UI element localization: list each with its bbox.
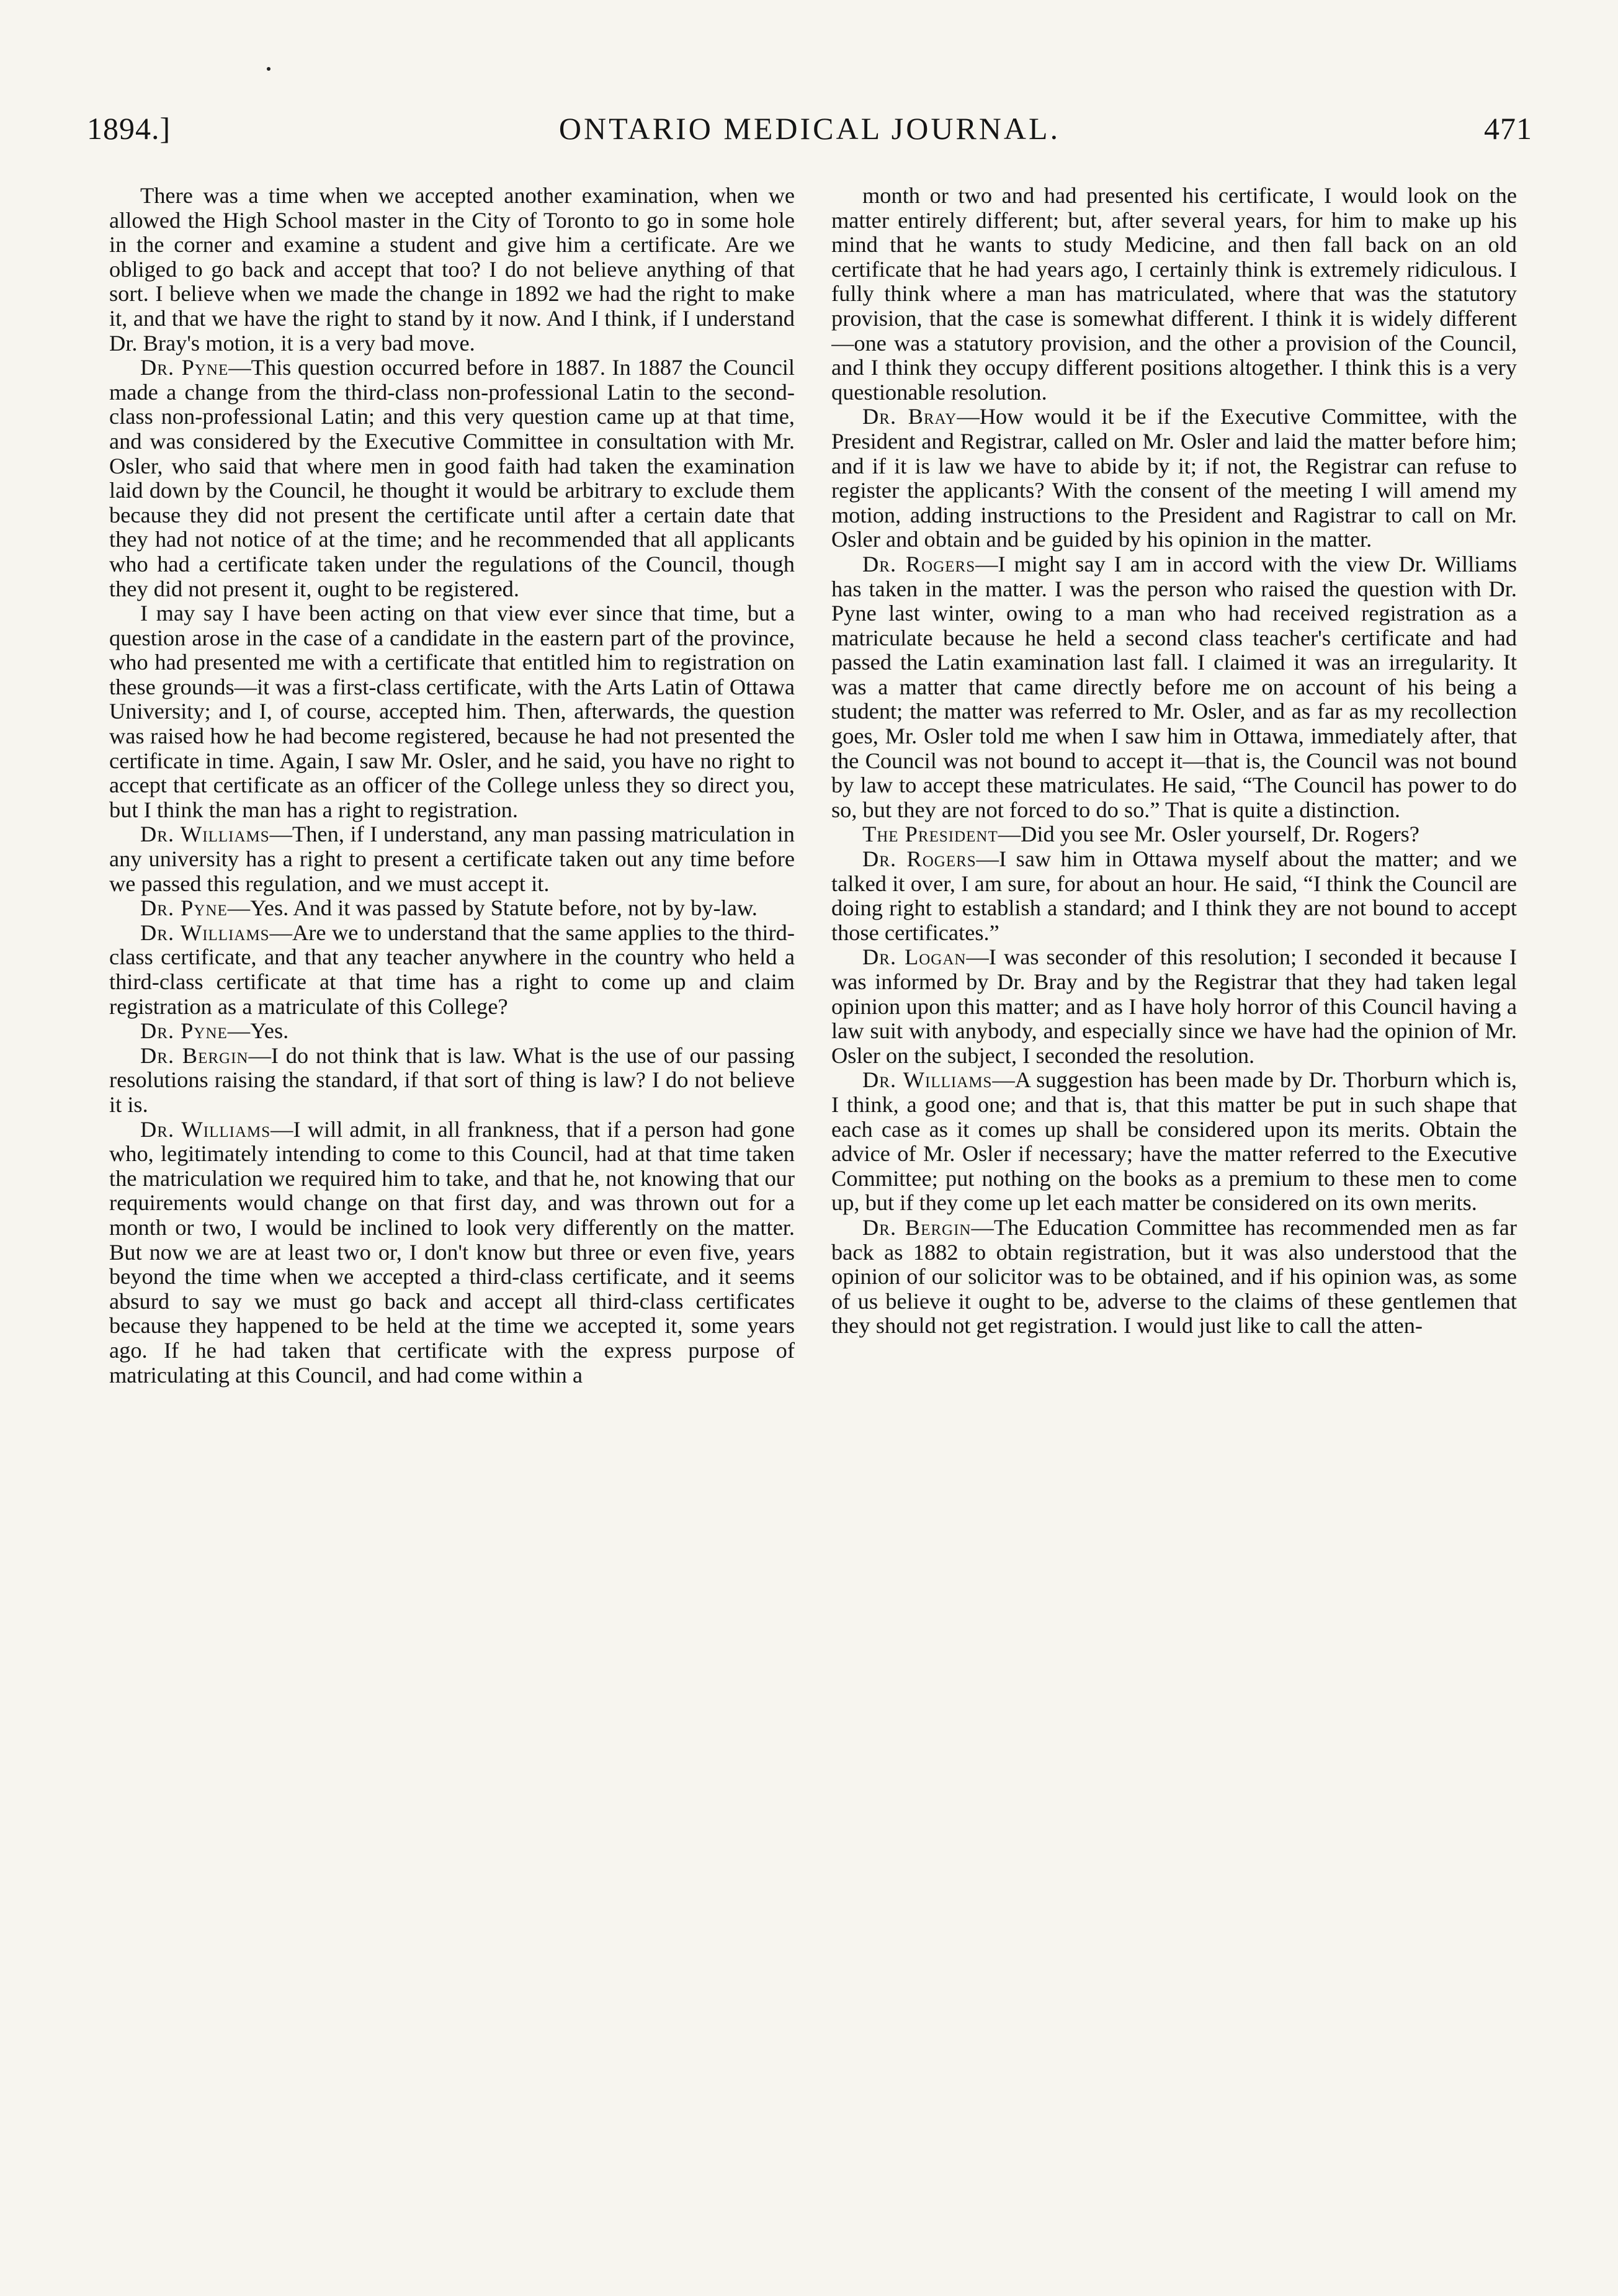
paragraph [109, 921, 795, 1019]
speaker-name: The President [862, 822, 998, 847]
paragraph [831, 945, 1517, 1068]
paragraph [831, 1068, 1517, 1216]
speaker-name: Dr. Williams [140, 920, 270, 945]
paragraph [109, 184, 795, 356]
left-column [109, 184, 795, 2231]
paragraph-text: —I might say I am in accord with the view Dr. Williams has taken in the matter. I was the person who raised the question with Dr. Pyne last winter, owing to a man who had received registration as a matriculate because he held a second class teacher's certificate and had passed the Latin examination last fall. I claimed it was an irregularity. It was a matter that came directly before me on account of his being a student; the matter was referred to Mr. Osler, and as far as my recollection goes, Mr. Osler told me when I saw him in Ottawa, immediately after, that the Council was not bound to accept it—that is, the Council was not bound by law to accept these matriculates. He said, “The Council has power to do so, but they are not forced to do so.” That is quite a distinction. [831, 551, 1517, 822]
running-header [87, 110, 1532, 166]
paragraph [831, 184, 1517, 405]
paragraph [109, 1019, 795, 1044]
paragraph-text: —A suggestion has been made by Dr. Thorburn which is, I think, a good one; and that is, that this matter be put in such shape that each case as it comes up shall be considered upon its merits. Obtain the advice of Mr. Osler if necessary; have the matter referred to the Executive Committee; put nothing on the books as a premium to these men to come up, but if they come up let each matter be considered on its own merits. [831, 1067, 1517, 1216]
paragraph [109, 896, 795, 921]
speaker-name: Dr. Pyne [140, 1018, 228, 1044]
speaker-name: Dr. Rogers [862, 846, 977, 872]
paragraph [109, 822, 795, 896]
print-speck [267, 67, 270, 71]
paragraph [831, 847, 1517, 945]
paragraph-text: —The Education Committee has recommended men as far back as 1882 to obtain registration, but it was also understood that the opinion of our solicitor was to be obtained, and if his opinion was, as some of us believe it ought to be, adverse to the claims of these gentlemen that they should not get registration. I would just like to call the atten- [831, 1214, 1517, 1339]
paragraph-text: —Are we to understand that the same applies to the third-class certificate, and that any teacher anywhere in the country who held a third-class certificate at that time has a right to come up and claim registration as a matriculate of this College? [109, 920, 795, 1019]
header-year: 1894.] [87, 111, 171, 146]
speaker-name: Dr. Bergin [862, 1214, 972, 1240]
paragraph-text: I may say I have been acting on that view ever since that time, but a question arose in the case of a candidate in the eastern part of the province, who had presented me with a certificate that entitled him to registration on these grounds—it was a first-class certificate, with the Arts Latin of Ottawa University; and I, of course, accepted him. Then, afterwards, the question was raised how he had become registered, because he had not presented the certificate in time. Again, I saw Mr. Osler, and he said, you have no right to accept that certificate as an officer of the College unless they so direct you, but I think the man has a right to registration. [109, 601, 795, 822]
paragraph [831, 405, 1517, 552]
speaker-name: Dr. Pyne [140, 895, 228, 921]
speaker-name: Dr. Pyne [140, 355, 229, 380]
paragraph-text: —Yes. [227, 1018, 289, 1044]
paragraph [109, 1044, 795, 1118]
speaker-name: Dr. Williams [862, 1067, 993, 1093]
speaker-name: Dr. Rogers [862, 551, 976, 576]
paragraph-text: —I was seconder of this resolution; I seconded it because I was informed by Dr. Bray and by the Registrar that they had taken legal opinion upon this matter; and as I have holy horror of this Council having a law suit with anybody, and especially since we have had the opinion of Mr. Osler on the subject, I seconded the resolution. [831, 944, 1517, 1068]
speaker-name: Dr. Williams [140, 1116, 271, 1142]
paragraph-text: —This question occurred before in 1887. In 1887 the Council made a change from the third-class non-professional Latin to the second-class non-professional Latin; and this very question came up at that time, and was considered by the Executive Committee in consultation with Mr. Osler, who said that where men in good faith had taken the examination laid down by the Council, he thought it would be arbitrary to exclude them because they did not present the certificate until after a certain date that they had not notice of at the time; and he recommended that all applicants who had a certificate taken under the regulations of the Council, though they did not present it, ought to be registered. [109, 355, 795, 601]
paragraph-text: There was a time when we accepted another examination, when we allowed the High School master in the City of Toronto to go in some hole in the corner and examine a student and give him a certificate. Are we obliged to go back and accept that too? I do not believe anything of that sort. I believe when we made the change in 1892 we had the right to make it, and that we have the right to stand by it now. And I think, if I understand Dr. Bray's motion, it is a very bad move. [109, 184, 795, 356]
paragraph [831, 552, 1517, 823]
paragraph-text: month or two and had presented his certificate, I would look on the matter entirely different; but, after several years, for him to make up his mind that he wants to study Medicine, and then fall back on an old certificate that he had years ago, I certainly think is extremely ridiculous. I fully think where a man has matriculated, where that was the statutory provision, that the case is somewhat different. I think it is widely different—one was a statutory provision, and the other a provision of the Council, and I think they occupy different positions altogether. I think this is a very questionable resolution. [831, 184, 1517, 405]
right-column [831, 184, 1517, 2231]
paragraph [831, 822, 1517, 847]
speaker-name: Dr. Williams [140, 822, 270, 847]
paragraph [109, 601, 795, 822]
page-number: 471 [1484, 111, 1532, 146]
paragraph [109, 1118, 795, 1388]
speaker-name: Dr. Logan [862, 944, 967, 970]
speaker-name: Dr. Bergin [140, 1043, 249, 1068]
paragraph-text: —I saw him in Ottawa myself about the matter; and we talked it over, I am sure, for about an hour. He said, “I think the Council are doing right to establish a standard; and I think they are not bound to accept those certificates.” [831, 846, 1517, 945]
journal-title: ONTARIO MEDICAL JOURNAL. [558, 111, 1061, 146]
paragraph-text: —Did you see Mr. Osler yourself, Dr. Rogers? [998, 822, 1419, 847]
paragraph-text: —Then, if I understand, any man passing matriculation in any university has a right to present a certificate taken out any time before we passed this regulation, and we must accept it. [109, 822, 795, 896]
paragraph [831, 1216, 1517, 1339]
paragraph-text: —I will admit, in all frankness, that if a person had gone who, legitimately intending to come to this Council, had at that time taken the matriculation we required him to take, and that he, not knowing that our requirements would change on that first day, and was thrown out for a month or two, I would be inclined to look very differently on the matter. But now we are at least two or, I don't know but three or even five, years beyond the time when we accepted a third-class certificate, and it seems absurd to say we must go back and accept all third-class certificates because they happened to be held at the time we accepted it, some years ago. If he had taken that certificate with the express purpose of matriculating at this Council, and had come within a [109, 1116, 795, 1388]
paragraph-text: —I do not think that is law. What is the use of our passing resolutions raising the standard, if that sort of thing is law? I do not believe it is. [109, 1043, 795, 1117]
speaker-name: Dr. Bray [862, 404, 957, 429]
paragraph-text: —How would it be if the Executive Committee, with the President and Registrar, called on Mr. Osler and laid the matter before him; and if it is law we have to abide by it; if not, the Registrar can refuse to register the applicants? With the consent of the meeting I will amend my motion, adding instructions to the President and Ragistrar to call on Mr. Osler and obtain and be guided by his opinion in the matter. [831, 404, 1517, 552]
paragraph-text: —Yes. And it was passed by Statute before, not by by-law. [227, 895, 758, 921]
paragraph [109, 356, 795, 601]
